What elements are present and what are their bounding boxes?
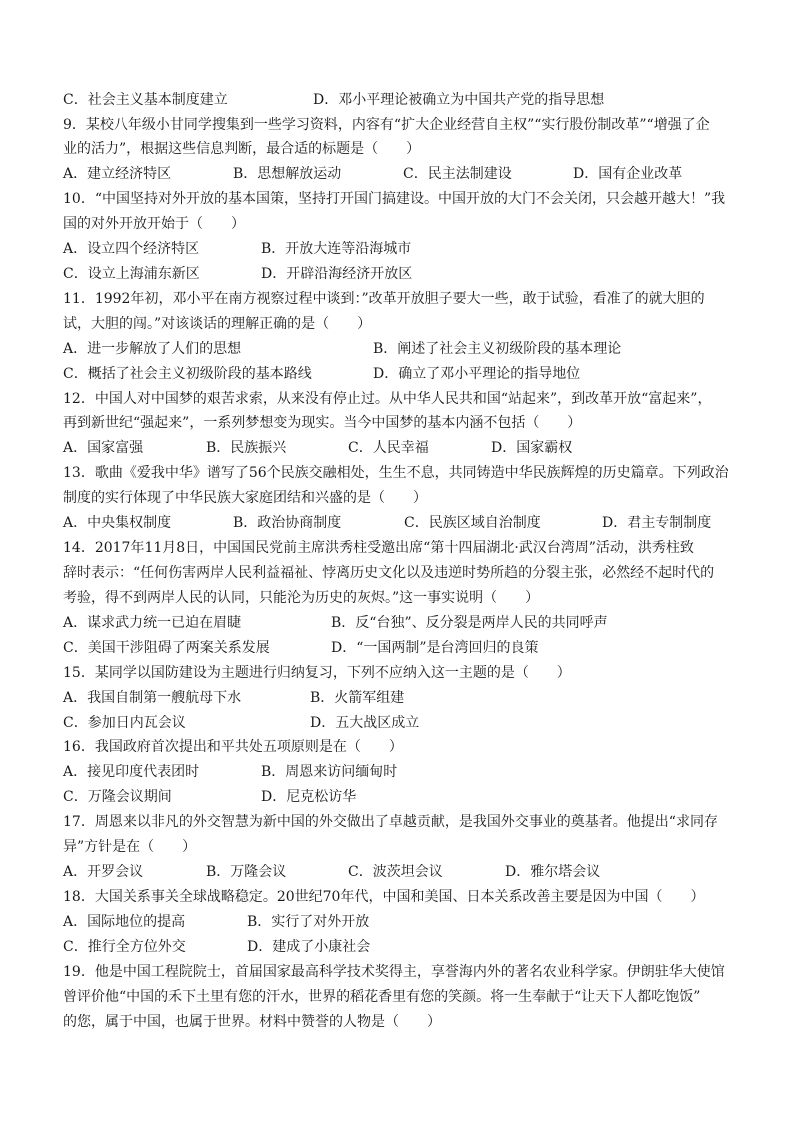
question-stem: 曾评价他“中国的禾下土里有您的汗水，世界的稻花香里有您的笑颜。将一生奉献于“让天下人都吃饱饭” xyxy=(63,989,701,1005)
option-c: C．推行全方位外交 xyxy=(63,939,186,955)
question-stem: 13．歌曲《爱我中华》谱写了56个民族交融相处，生生不息，共同铸造中华民族辉煌的历史篇章。下列政治 xyxy=(63,465,729,481)
question-stem: 19．他是中国工程院院士，首届国家最高科学技术奖得主，享誉海内外的著名农业科学家。伊朗驻华大使馆 xyxy=(63,964,725,980)
option-c: C．概括了社会主义初级阶段的基本路线 xyxy=(63,366,312,382)
question-stem: 制度的实行体现了中华民族大家庭团结和兴盛的是（ ） xyxy=(63,490,427,506)
option-a: A．接见印度代表团时 xyxy=(63,764,200,780)
option-d: D．建成了小康社会 xyxy=(247,939,371,955)
question-stem: 15．某同学以国防建设为主题进行归纳复习，下列不应纳入这一主题的是（ ） xyxy=(63,665,571,681)
option-c: C．美国干涉阻碍了两案关系发展 xyxy=(63,640,270,656)
question-stem: 国的对外开放开始于（ ） xyxy=(63,216,245,232)
option-b: B．阐述了社会主义初级阶段的基本理论 xyxy=(373,341,622,357)
option-d: D．五大战区成立 xyxy=(310,715,420,731)
option-d: D．尼克松访华 xyxy=(261,789,357,805)
question-stem: 9．某校八年级小甘同学搜集到一些学习资料，内容有“扩大企业经营自主权”“实行股份制改革”“增强了企 xyxy=(63,117,710,133)
option-d: D．确立了邓小平理论的指导地位 xyxy=(373,366,581,382)
option-a: A．国际地位的提高 xyxy=(63,914,186,930)
option-d: D．“一国两制”是台湾回归的良策 xyxy=(331,640,539,656)
option-a: A．谋求武力统一已迫在眉睫 xyxy=(63,615,242,631)
question-stem: 18．大国关系事关全球战略稳定。20世纪70年代，中国和美国、日本关系改善主要是因为中国（ ） xyxy=(63,889,705,905)
option-b: B．周恩来访问缅甸时 xyxy=(261,764,398,780)
option-c: C．波茨坦会议 xyxy=(348,864,443,880)
option-b: B．思想解放运动 xyxy=(233,166,342,182)
option-d: D．君主专制制度 xyxy=(602,515,712,531)
option-c: C．人民幸福 xyxy=(348,440,429,456)
question-stem: 11．1992年初，邓小平在南方视察过程中谈到：”改革开放胆子要大一些，敢于试验，看准了的就大胆的 xyxy=(63,291,705,307)
option-c: C．万隆会议期间 xyxy=(63,789,172,805)
question-stem: 考验，得不到两岸人民的认同，只能沦为历史的灰烬。”这一事实说明（ ） xyxy=(63,590,540,606)
option-c: C．民主法制建设 xyxy=(403,166,512,182)
option-a: A．我国自制第一艘航母下水 xyxy=(63,690,242,706)
option-a: A．进一步解放了人们的思想 xyxy=(63,341,242,357)
option-d: D．国家霸权 xyxy=(491,440,573,456)
question-stem: 的您，属于中国，也属于世界。材料中赞誉的人物是（ ） xyxy=(63,1014,441,1030)
option-b: B．实行了对外开放 xyxy=(247,914,370,930)
option-d: D．国有企业改革 xyxy=(573,166,683,182)
option-c: C．参加日内瓦会议 xyxy=(63,715,186,731)
question-stem: 14．2017年11月8日，中国国民党前主席洪秀柱受邀出席“第十四届湖北·武汉台湾周”活动，洪秀柱致 xyxy=(63,540,694,556)
option-b: B．火箭军组建 xyxy=(310,690,405,706)
option-d: D．开辟沿海经济开放区 xyxy=(261,266,413,282)
option-a: A．设立四个经济特区 xyxy=(63,241,200,257)
question-stem: 16．我国政府首次提出和平共处五项原则是在（ ） xyxy=(63,739,403,755)
question-stem: 12．中国人对中国梦的艰苦求索，从来没有停止过。从中华人民共和国“站起来”，到改革开放“富起来”， xyxy=(63,391,712,407)
option-b: B．万隆会议 xyxy=(206,864,287,880)
option-b: B．政治协商制度 xyxy=(233,515,342,531)
option-b: B．民族振兴 xyxy=(206,440,287,456)
question-stem: 业的活力”，根据这些信息判断，最合适的标题是（ ） xyxy=(63,141,421,157)
option-c: C．民族区域自治制度 xyxy=(404,515,541,531)
question-stem: 10．“中国坚持对外开放的基本国策，坚持打开国门搞建设。中国开放的大门不会关闭，只会越开越大！”我 xyxy=(63,191,726,207)
option-c: C．社会主义基本制度建立 xyxy=(63,92,228,108)
option-b: B．反“台独”、反分裂是两岸人民的共同呼声 xyxy=(331,615,608,631)
option-a: A．国家富强 xyxy=(63,440,144,456)
question-stem: 再到新世纪“强起来”，一系列梦想变为现实。当今中国梦的基本内涵不包括（ ） xyxy=(63,415,582,431)
option-a: A．开罗会议 xyxy=(63,864,144,880)
option-b: B．开放大连等沿海城市 xyxy=(261,241,412,257)
question-stem: 试，大胆的闯。”对该谈话的理解正确的是（ ） xyxy=(63,316,372,332)
option-a: A．建立经济特区 xyxy=(63,166,172,182)
question-stem: 17．周恩来以非凡的外交智慧为新中国的外交做出了卓越贡献，是我国外交事业的奠基者。他提出“求同存 xyxy=(63,814,718,830)
option-c: C．设立上海浦东新区 xyxy=(63,266,200,282)
option-a: A．中央集权制度 xyxy=(63,515,172,531)
question-stem: 异”方针是在（ ） xyxy=(63,839,197,855)
option-d: D．雅尔塔会议 xyxy=(505,864,601,880)
option-d: D．邓小平理论被确立为中国共产党的指导思想 xyxy=(313,92,605,108)
question-stem: 辞时表示：“任何伤害两岸人民利益福祉、悖离历史文化以及违逆时势所趋的分裂主张，必然经不起时代的 xyxy=(63,565,715,581)
